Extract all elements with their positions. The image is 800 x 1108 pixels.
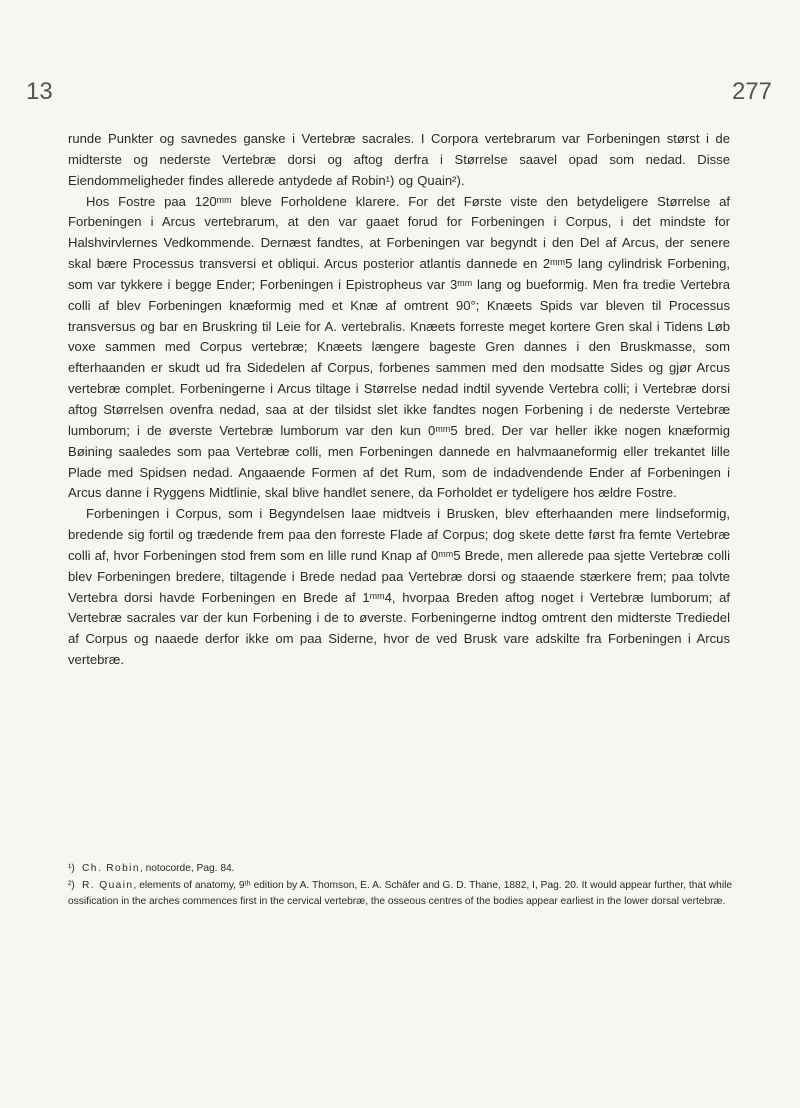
- page-number-left: 13: [26, 78, 53, 105]
- footnote-marker: ¹): [68, 863, 75, 874]
- footnote-text: , notocorde, Pag. 84.: [139, 863, 235, 874]
- body-text: [68, 129, 730, 671]
- paragraph: Forbeningen i Corpus, som i Begyndelsen laae midtveis i Brusken, blev efterhaanden mere lindseformig, bredende sig fortil og trædende frem paa den forreste Flade af Corpus; dog skete dette først fra femte Vertebræ colli af, hvor Forbeningen stod frem som en lille rund Knap af 0ᵐᵐ5 Brede, men allerede paa sjette Vertebræ colli blev Forbeningen bredere, tiltagende i Brede nedad paa Vertebræ dorsi og staaende stærkere frem; paa tolvte Vertebra dorsi havde Forbeningen en Brede af 1ᵐᵐ4, hvorpaa Breden aftog noget i Vertebræ lumborum; af Vertebræ sacrales var der kun Forbening i de to øverste. Forbeningerne indtog omtrent den midterste Trediedel af Corpus og naaede derfor ikke om paa Siderne, hvor de ved Brusk vare adskilte fra Forbeningen i Arcus vertebræ.: [68, 506, 730, 668]
- footnote: [68, 861, 732, 878]
- paragraph: runde Punkter og savnedes ganske i Vertebræ sacrales. I Corpora vertebrarum var Forbeningen størst i de midterste og nederste Vertebræ dorsi og aftog derfra i Størrelse saavel opad som nedad. Disse Eiendommeligheder findes allerede antydede af Robin¹) og Quain²).: [68, 131, 730, 188]
- page-number-right: 277: [731, 78, 772, 105]
- footnote-marker: ²): [68, 879, 75, 891]
- footnote: [68, 878, 732, 911]
- footnote-author: Ch. Robin: [82, 863, 140, 874]
- paragraph: Hos Fostre paa 120ᵐᵐ bleve Forholdene klarere. For det Første viste den betydeligere Størrelse af Forbeningen i Arcus vertebrarum, at den var gaaet forud for Forbeningen i Corpus, i det mindste for Halshvirvlernes Vedkommende. Dernæst fandtes, at Forbeningen var begyndt i den Del af Arcus, der senere skal bære Processus transversi et obliqui. Arcus posterior atlantis dannede en 2ᵐᵐ5 lang cylindrisk Forbening, som var tykkere i begge Ender; Forbeningen i Epistropheus var 3ᵐᵐ lang og bueformig. Men fra tredie Vertebra colli af blev Forbeningen knæformig med et Knæ af omtrent 90°; Knæets Spids var bleven til Processus transversus og bar en Bruskring til Leie for A. vertebralis. Knæets forreste meget kortere Gren skal i Tidens Løb voxe sammen med Corpus vertebræ; Knæets længere bageste Gren dannes i den Bruskmasse, som efterhaanden er skudt ud fra Sidedelen af Corpus, forbenes sammen med den modsatte Sides og gjør Arcus vertebræ complet. Forbeningerne i Arcus tiltage i Størrelse nedad indtil syvende Vertebra colli; i Vertebræ dorsi aftog Størrelsen ovenfra nedad, saa at der tilsidst slet ikke fandtes nogen Forbening i de nederste Vertebræ lumborum; i de øverste Vertebræ lumborum var den kun 0ᵐᵐ5 bred. Der var heller ikke nogen knæformig Bøining saaledes som paa Vertebræ colli, men Forbeningen dannede en halvmaaneformig eller trekantet lille Plade med Spidsen nedad. Angaaende Formen af det Rum, som de indadvendende Ender af Forbeningen i Arcus danne i Ryggens Midtlinie, skal blive handlet senere, da Forholdet er tydeligere hos ældre Fostre.: [68, 193, 730, 501]
- page-header: [26, 78, 772, 112]
- footnotes: [68, 861, 732, 911]
- footnote-text: , elements of anatomy, 9ᵗʰ edition by A. Thomson, E. A. Schäfer and G. D. Thane, 1882, I, Pag. 20. It would appear further, that while ossification in the arches commences first in the cervical vertebræ, the osseous centres of the bodies appear earliest in the lower dorsal vertebræ.: [68, 879, 733, 908]
- footnote-author: R. Quain: [82, 879, 134, 891]
